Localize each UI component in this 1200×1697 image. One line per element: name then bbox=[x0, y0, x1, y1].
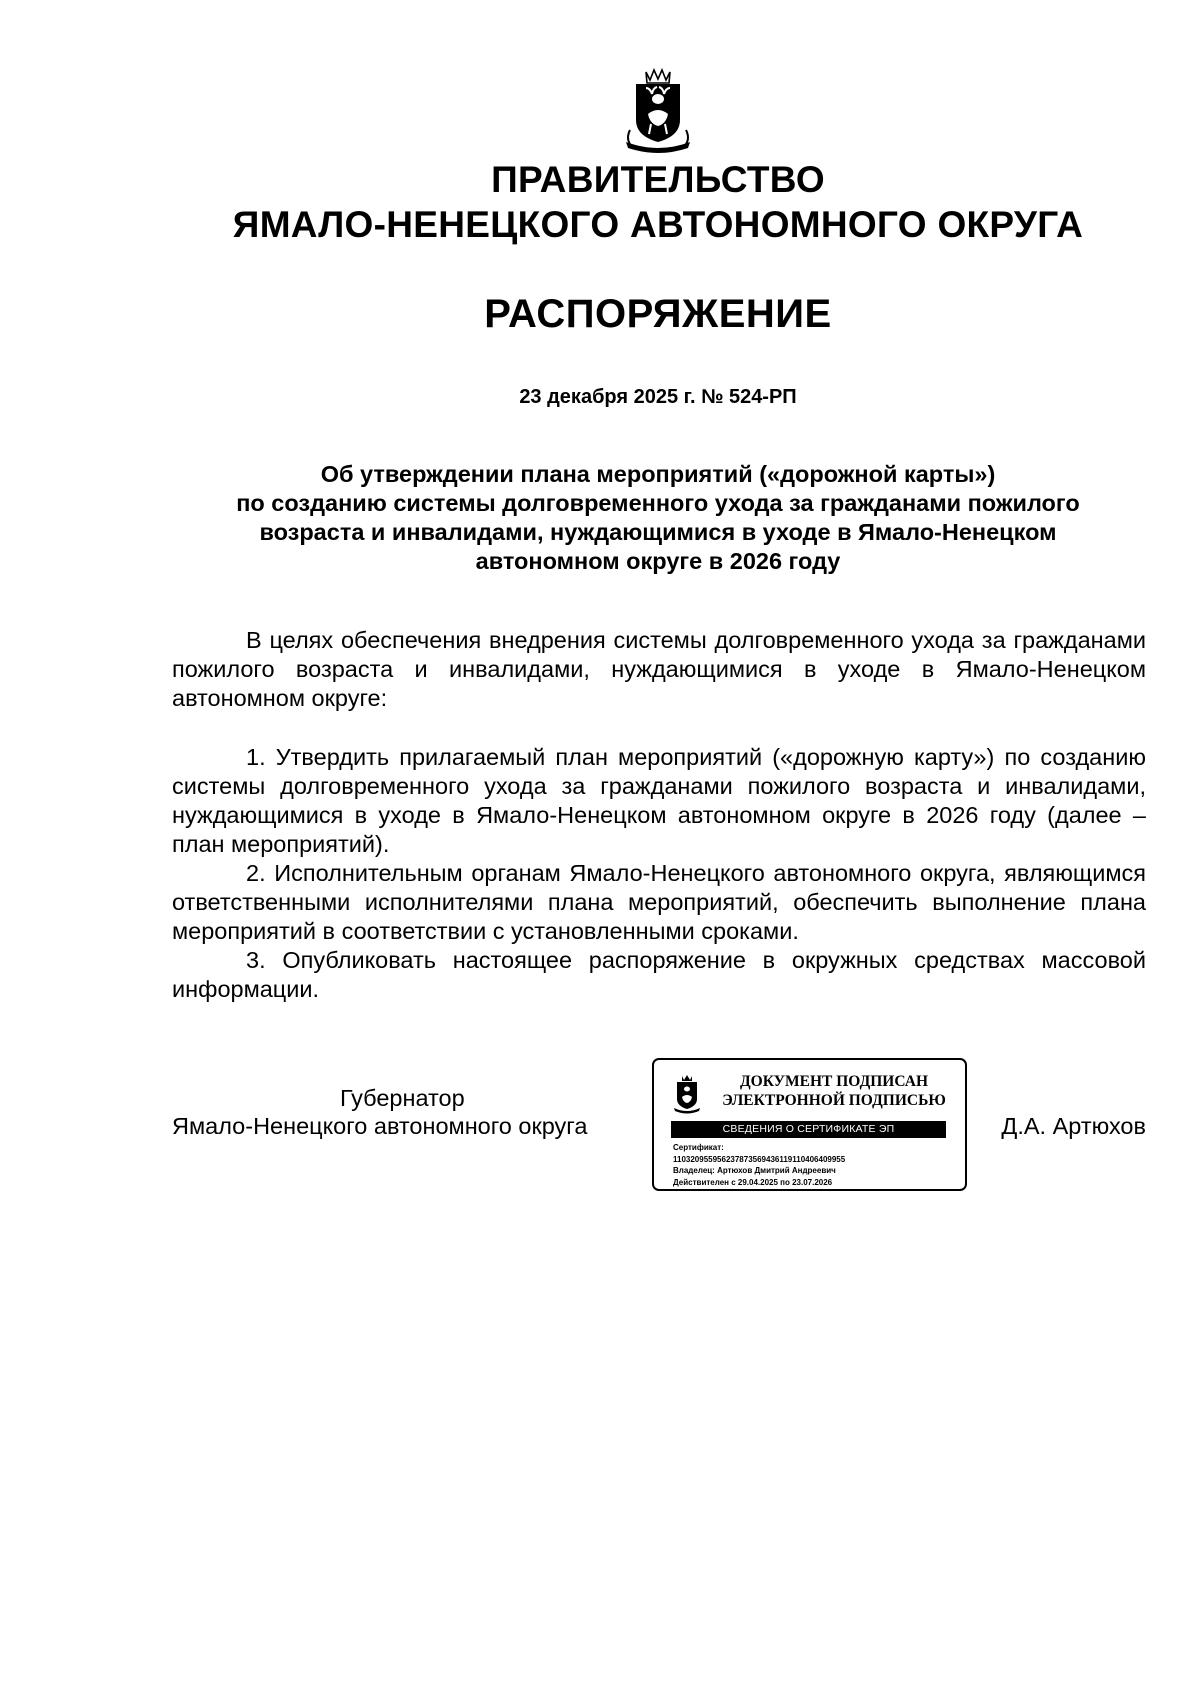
stamp-coat-of-arms-icon bbox=[672, 1074, 702, 1114]
preamble-paragraph: В целях обеспечения внедрения системы долговременного ухода за гражданами пожилого возраста и инвалидами, нуждающимися в уходе в Ямало-Ненецком автономном округе: bbox=[172, 627, 1146, 711]
certificate-number: 110320955956237873569436119110406409955 bbox=[673, 1154, 846, 1164]
signer-position-line1: Губернатор bbox=[340, 1085, 465, 1111]
subject-line: автономном округе в 2026 году bbox=[475, 548, 841, 574]
certificate-info-bar: СВЕДЕНИЯ О СЕРТИФИКАТЕ ЭП bbox=[671, 1121, 946, 1138]
signer-position-line2: Ямало-Ненецкого автономного округа bbox=[172, 1113, 588, 1139]
order-item-3: 3. Опубликовать настоящее распоряжение в окружных средствах массовой информации. bbox=[172, 947, 1146, 1002]
certificate-details bbox=[673, 1142, 845, 1188]
subject-line: по созданию системы долговременного ухода за гражданами пожилого bbox=[236, 490, 1080, 516]
stamp-heading bbox=[714, 1072, 954, 1110]
document-subject bbox=[170, 460, 1146, 576]
stamp-heading-line: ДОКУМЕНТ ПОДПИСАН bbox=[739, 1073, 929, 1090]
electronic-signature-stamp bbox=[652, 1058, 967, 1191]
order-items bbox=[172, 743, 1146, 1004]
signer-name: Д.А. Артюхов bbox=[1001, 1113, 1146, 1139]
stamp-heading-line: ЭЛЕКТРОННОЙ ПОДПИСЬЮ bbox=[722, 1092, 946, 1109]
document-date-number: 23 декабря 2025 г. № 524-РП bbox=[519, 386, 797, 408]
subject-line: возраста и инвалидами, нуждающимися в уходе в Ямало-Ненецком bbox=[259, 519, 1057, 545]
coat-of-arms-icon bbox=[622, 68, 694, 154]
order-item-2: 2. Исполнительным органам Ямало-Ненецкого автономного округа, являющимся ответственными исполнителями плана мероприятий, обеспечить выполнение плана мероприятий в соответствии с установленными сроками. bbox=[172, 860, 1146, 944]
government-name-line2: ЯМАЛО-НЕНЕЦКОГО АВТОНОМНОГО ОКРУГА bbox=[232, 204, 1084, 245]
preamble-block bbox=[172, 626, 1146, 713]
subject-line: Об утверждении плана мероприятий («дорожной карты») bbox=[320, 461, 996, 487]
certificate-label: Сертификат: bbox=[673, 1143, 724, 1152]
document-type: РАСПОРЯЖЕНИЕ bbox=[484, 292, 832, 336]
government-name-line1: ПРАВИТЕЛЬСТВО bbox=[491, 159, 825, 200]
certificate-validity: Действителен с 29.04.2025 по 23.07.2026 bbox=[673, 1177, 833, 1187]
certificate-owner: Владелец: Артюхов Дмитрий Андреевич bbox=[673, 1166, 836, 1175]
order-item-1: 1. Утвердить прилагаемый план мероприятий («дорожную карту») по созданию системы долговременного ухода за гражданами пожилого возраста и инвалидами, нуждающимися в уходе в Ямало-Ненецком автономном округе в 2026 году (далее – план мероприятий). bbox=[172, 744, 1146, 857]
